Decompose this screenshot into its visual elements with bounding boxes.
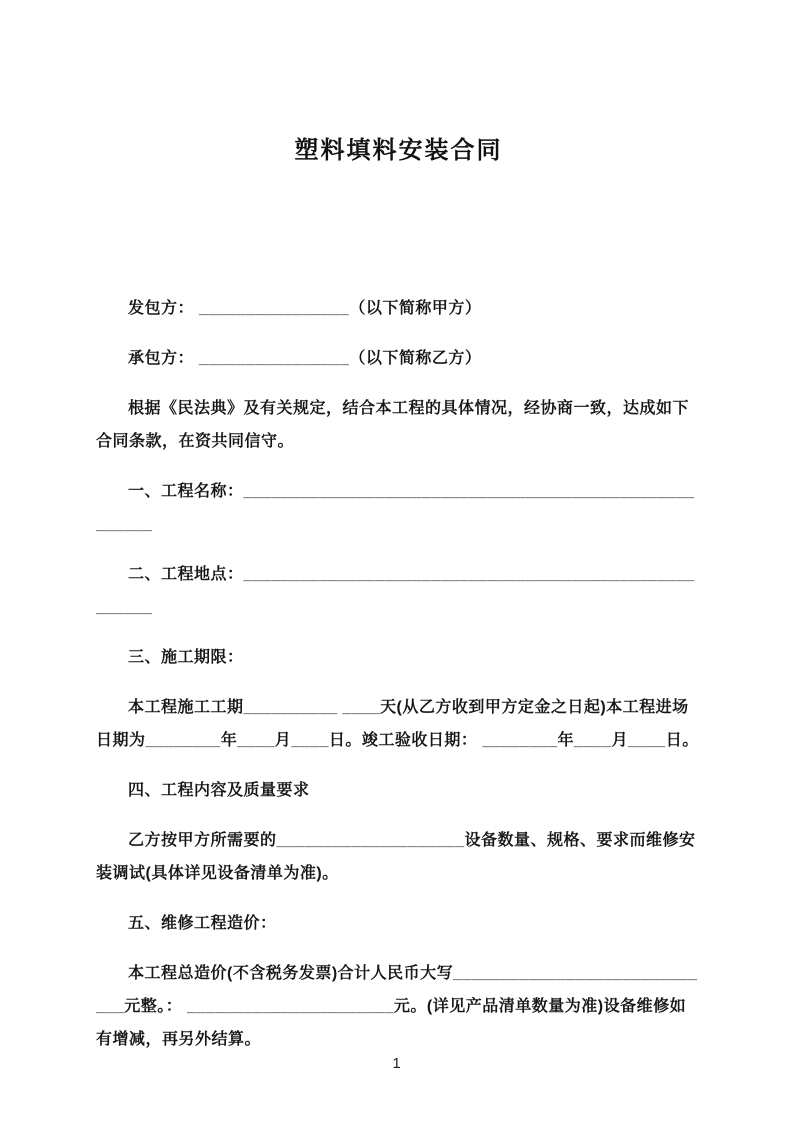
clause-project-location: 二、工程地点：______________________________________________________ — [96, 566, 695, 616]
clause-construction-period-body: 本工程施工工期__________ ____天(从乙方收到甲方定金之日起)本工程进场日期为________年____月____日。竣工验收日期： ________年____月____日。 — [96, 699, 699, 749]
clause-project-name: 一、工程名称：______________________________________________________ — [96, 483, 695, 533]
party-a-line: 发包方： ________________（以下简称甲方） — [128, 300, 482, 317]
document-title: 塑料填料安装合同 — [294, 137, 503, 164]
page-number: 1 — [392, 1055, 401, 1072]
clause-cost-heading: 五、维修工程造价： — [128, 915, 277, 932]
clause-work-content-body: 乙方按甲方所需要的____________________设备数量、规格、要求而维修安装调试(具体详见设备清单为准)。 — [96, 832, 696, 882]
clause-construction-period-heading: 三、施工期限： — [128, 649, 244, 666]
party-b-line: 承包方： ________________（以下简称乙方） — [128, 350, 482, 367]
clause-cost-body: 本工程总造价(不含税务发票)合计人民币大写_____________________________元整。： ______________________元。(详见产品清单数量为准)设备维修如有增减，再另外结算。 — [96, 965, 698, 1048]
preamble-paragraph: 根据《民法典》及有关规定，结合本工程的具体情况，经协商一致，达成如下合同条款，在资共同信守。 — [96, 400, 690, 450]
clause-work-content-heading: 四、工程内容及质量要求 — [128, 782, 310, 799]
